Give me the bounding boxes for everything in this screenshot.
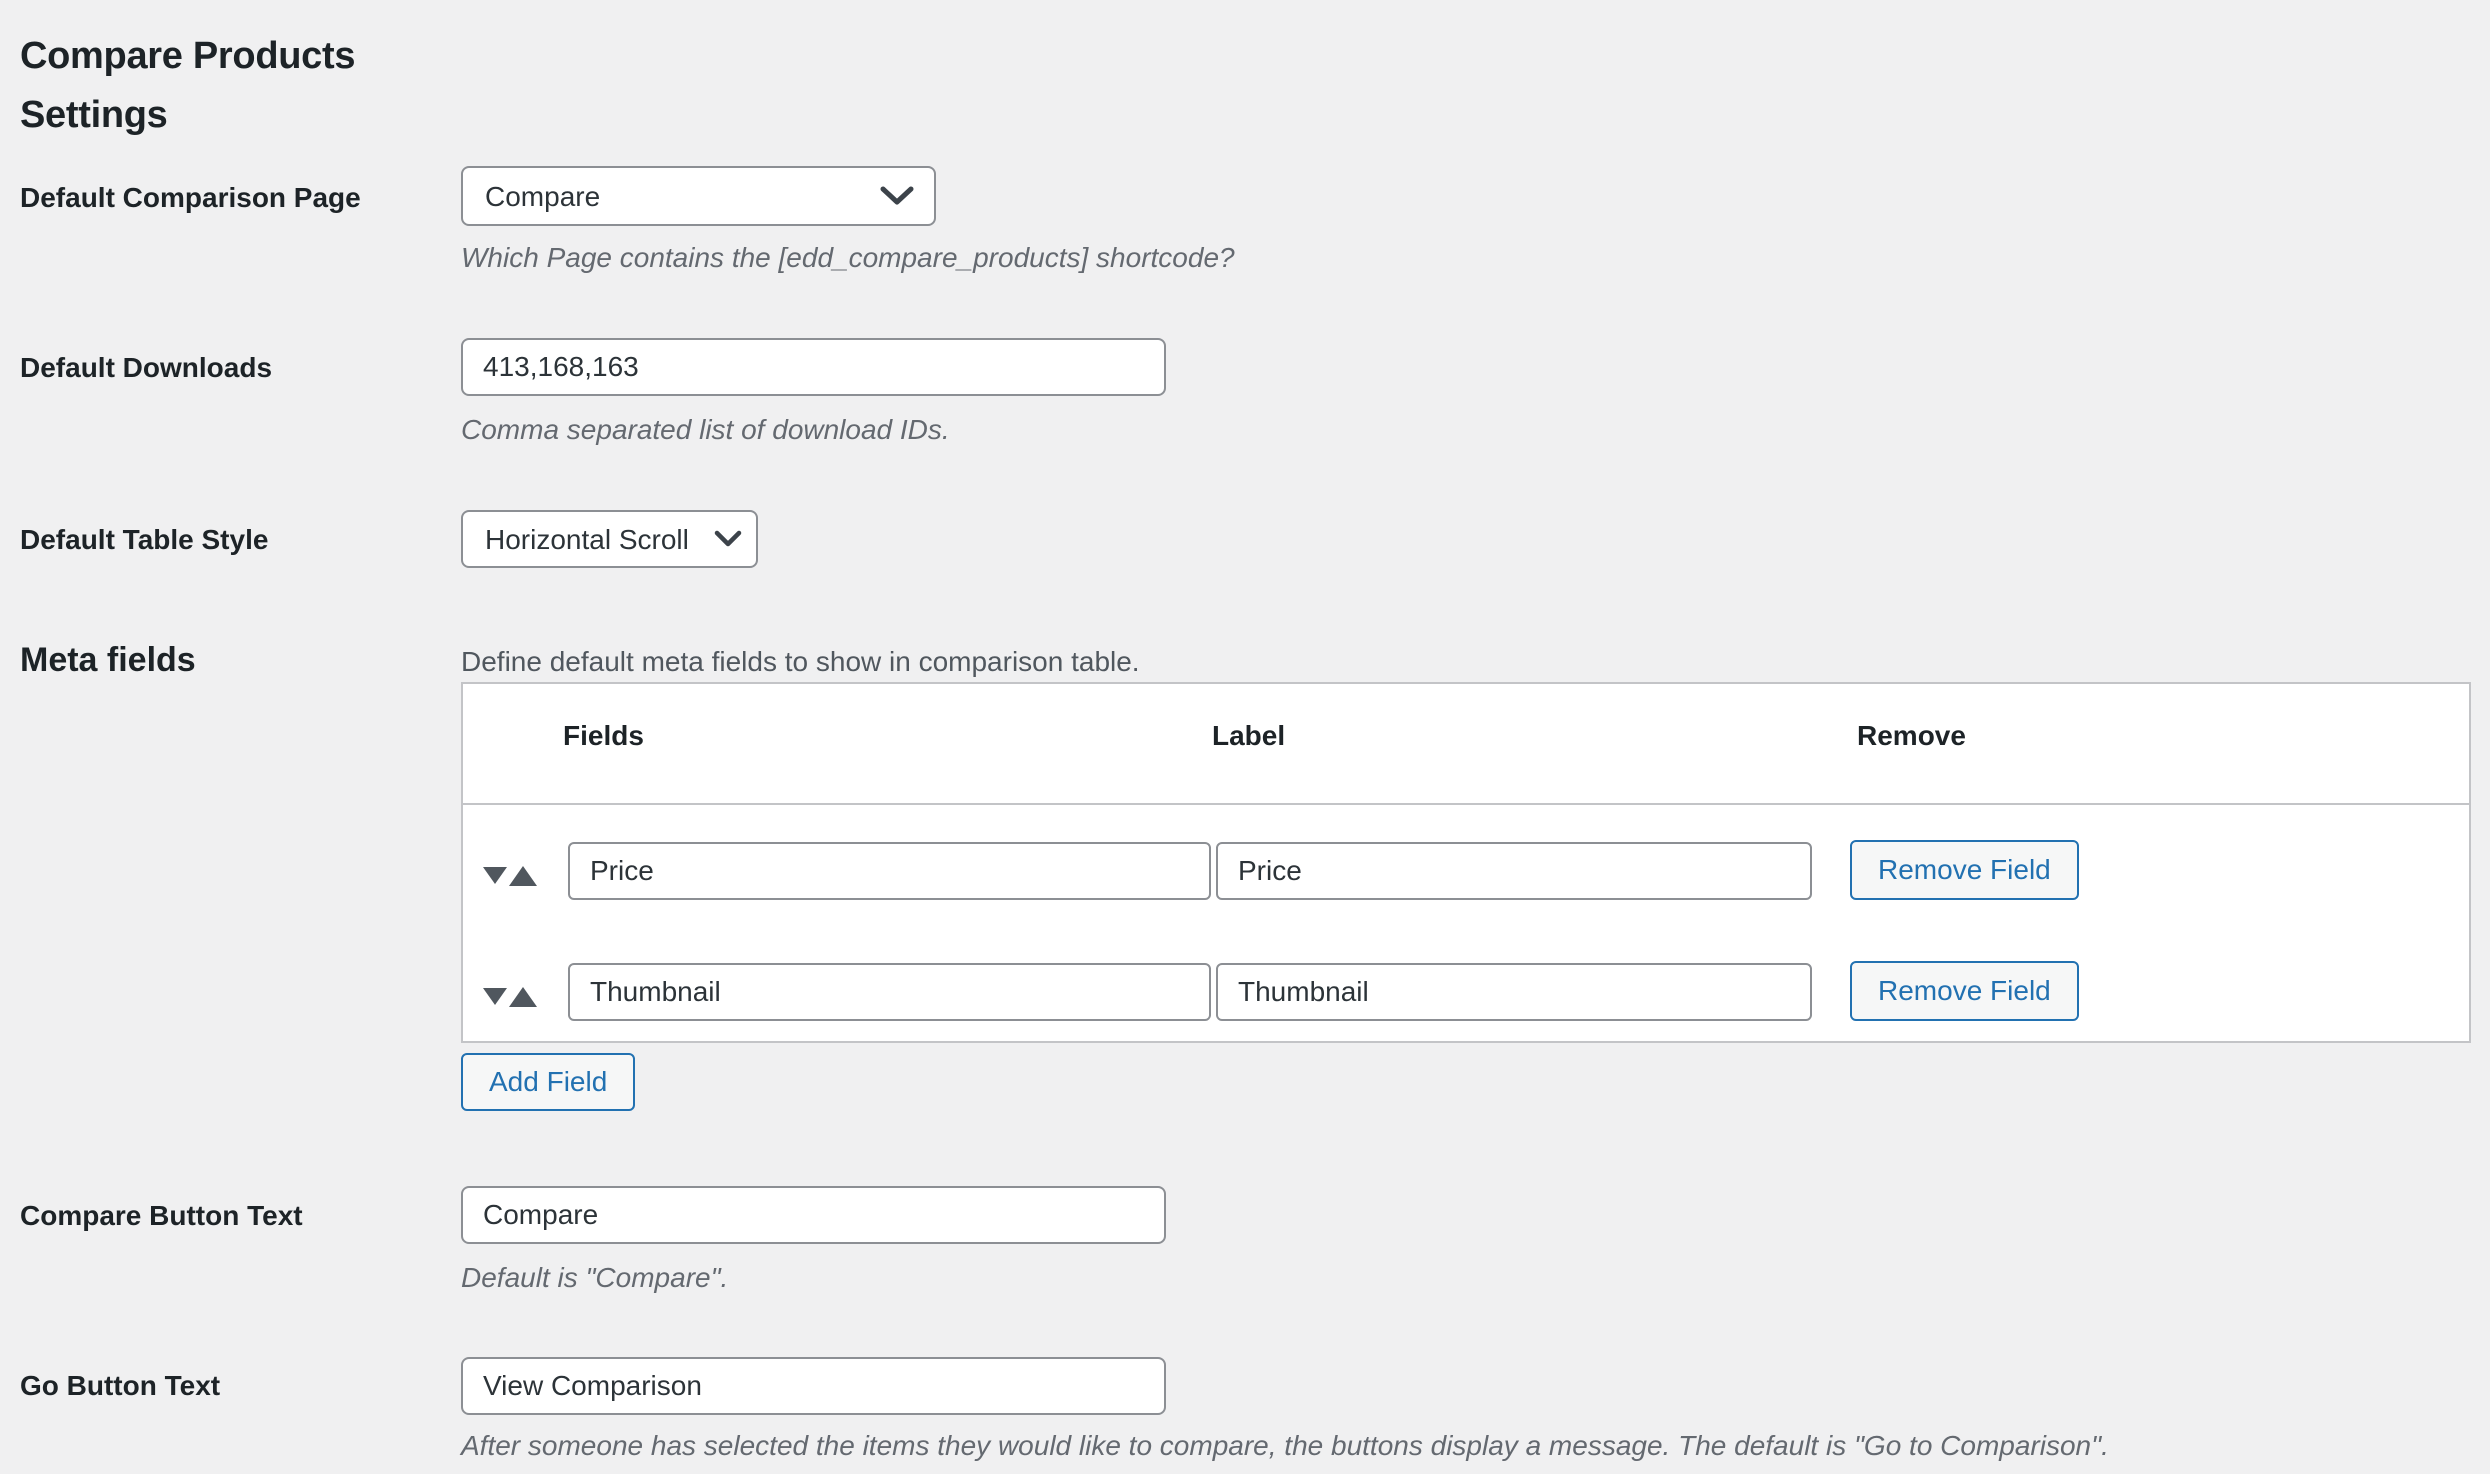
column-header-label: Label: [1212, 720, 1286, 751]
add-field-button[interactable]: Add Field: [461, 1053, 635, 1111]
remove-field-button[interactable]: Remove Field: [1850, 961, 2079, 1021]
default-table-style-label: Default Table Style: [20, 524, 269, 555]
default-downloads-help: Comma separated list of download IDs.: [461, 414, 950, 445]
move-up-icon[interactable]: [509, 866, 537, 886]
compare-button-text-help: Default is "Compare".: [461, 1262, 729, 1293]
default-downloads-input[interactable]: [461, 338, 1166, 396]
reorder-handle[interactable]: [483, 977, 549, 1011]
meta-fields-table-header: [463, 684, 2469, 805]
reorder-handle[interactable]: [483, 856, 549, 890]
move-up-icon[interactable]: [509, 987, 537, 1007]
meta-fields-label: Meta fields: [20, 641, 196, 679]
meta-field-name-input[interactable]: [568, 963, 1211, 1021]
move-down-icon[interactable]: [483, 988, 507, 1005]
table-row: [463, 842, 2469, 904]
compare-button-text-input[interactable]: [461, 1186, 1166, 1244]
meta-field-name-input[interactable]: [568, 842, 1211, 900]
move-down-icon[interactable]: [483, 867, 507, 884]
column-header-remove: Remove: [1857, 720, 1966, 751]
remove-field-button[interactable]: Remove Field: [1850, 840, 2079, 900]
default-table-style-select-wrap: [461, 510, 758, 568]
meta-field-label-input[interactable]: [1216, 842, 1812, 900]
default-downloads-label: Default Downloads: [20, 352, 273, 383]
default-comparison-page-select-wrap: [461, 166, 936, 226]
column-header-fields: Fields: [563, 720, 644, 751]
table-row: [463, 963, 2469, 1025]
meta-fields-table: [461, 682, 2471, 1043]
default-table-style-select[interactable]: [461, 510, 758, 568]
compare-button-text-label: Compare Button Text: [20, 1200, 303, 1231]
page-title: Compare Products Settings: [20, 35, 356, 137]
go-button-text-label: Go Button Text: [20, 1370, 221, 1401]
meta-fields-description: Define default meta fields to show in comparison table.: [461, 646, 1140, 677]
default-comparison-page-select[interactable]: [461, 166, 936, 226]
meta-field-label-input[interactable]: [1216, 963, 1812, 1021]
go-button-text-input[interactable]: [461, 1357, 1166, 1415]
comparison-page-help: Which Page contains the [edd_compare_products] shortcode?: [461, 242, 1235, 273]
default-comparison-page-label: Default Comparison Page: [20, 182, 361, 213]
go-button-text-help: After someone has selected the items they would like to compare, the buttons display a message. The default is "Go to Comparison".: [461, 1430, 2109, 1461]
